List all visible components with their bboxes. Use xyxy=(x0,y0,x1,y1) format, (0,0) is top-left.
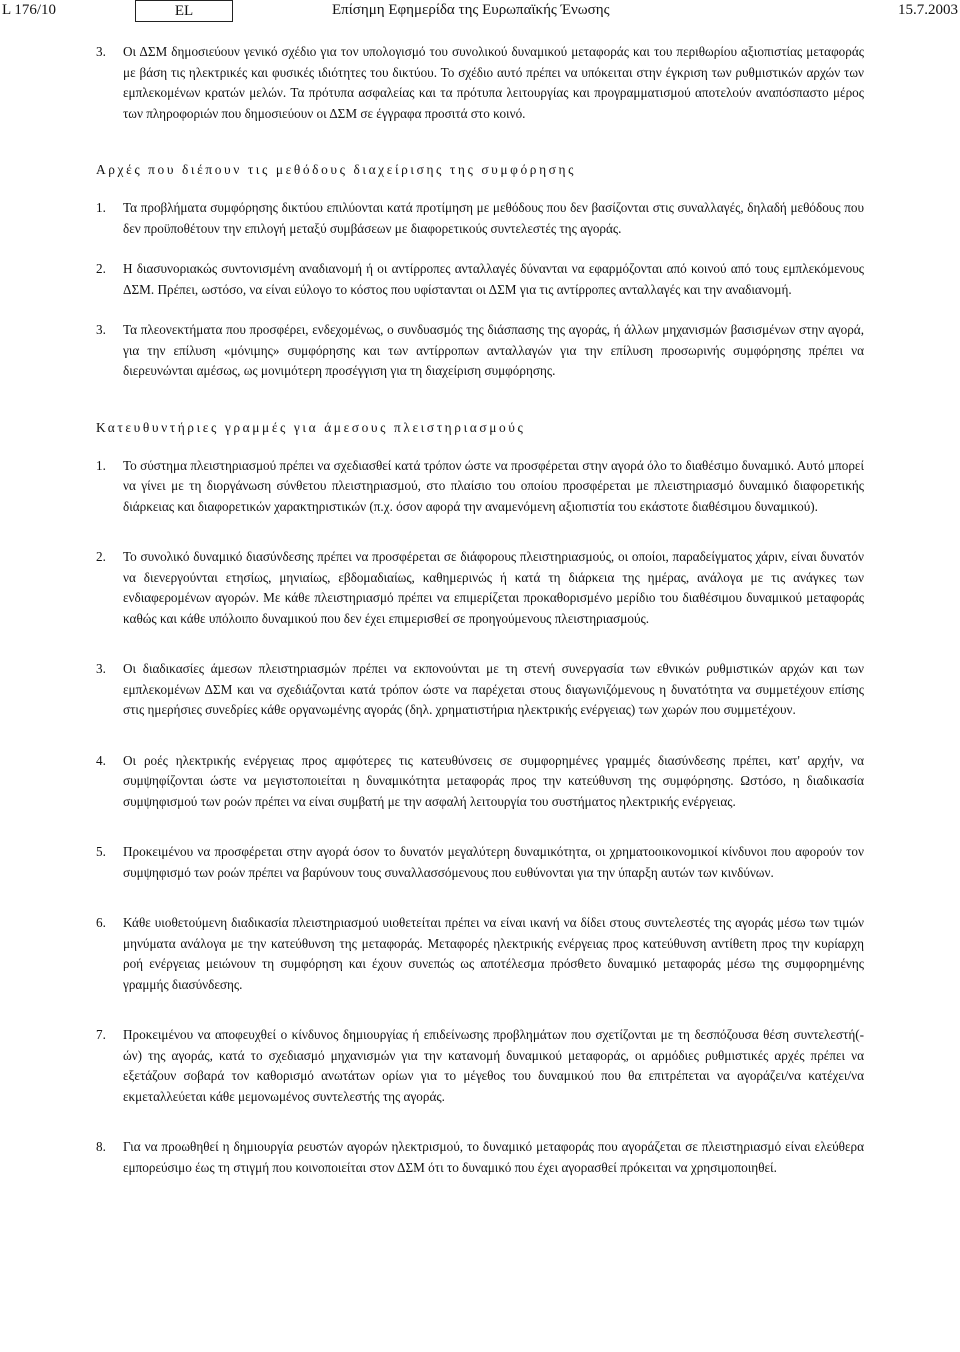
section1-item-2 xyxy=(96,259,864,300)
paragraph-number: 3. xyxy=(96,661,106,676)
paragraph-text: Προκειμένου να αποφευχθεί ο κίνδυνος δημιουργίας ή επιδείνωσης προβλημάτων που σχετίζονται με τη δεσπόζουσα θέση συντελεστή(-ών) της αγοράς, κατά το σχεδιασμό μηχανισμών για την κατανομή δυναμικού μεταφοράς, οι αρμόδιες ρυθμιστικές αρχές πρέπει να εξετάζουν σοβαρά τον καθορισμό ανωτάτων ορίων για το μέγεθος του δυναμικού που θα επιτρέπεται να αγοράζει/να κατέχει/να εκμεταλλεύεται κάθε μεμονωμένος συντελεστής της αγοράς. xyxy=(123,1027,864,1104)
document-body xyxy=(96,42,864,1178)
page-number: L 176/10 xyxy=(2,2,57,18)
journal-title: Επίσημη Εφημερίδα της Ευρωπαϊκής Ένωσης xyxy=(332,2,610,18)
section2-item-1 xyxy=(96,456,864,518)
paragraph-number: 1. xyxy=(96,200,106,215)
paragraph-text: Τα πλεονεκτήματα που προσφέρει, ενδεχομένως, ο συνδυασμός της διάσπασης της αγοράς, ή άλλων μηχανισμών βασισμένων στην αγορά, για την επίλυση «μόνιμης» συμφόρησης και των αντίρροπων ανταλλαγών για την επίλυση προσωρινής συμφόρησης πρέπει να διερευνώνται αμέσως, ως μονιμότερη προσέγγιση για τη διαχείριση συμφόρησης. xyxy=(123,322,864,378)
paragraph-text: Οι ροές ηλεκτρικής ενέργειας προς αμφότερες τις κατευθύνσεις σε συμφορημένες γραμμές διασύνδεσης πρέπει, κατ' αρχήν, να συμψηφίζονται ώστε να μεγιστοποιείται η δυναμικότητα μεταφοράς προς την κατεύθυνση της συμφόρησης. Ωστόσο, η διαδικασία συμψηφισμού των ροών πρέπει να είναι συμβατή με την ασφαλή λειτουργία του συστήματος ηλεκτρικής ενέργειας. xyxy=(123,752,864,809)
paragraph-number: 2. xyxy=(96,549,106,564)
paragraph-text: Το συνολικό δυναμικό διασύνδεσης πρέπει να προσφέρεται σε διάφορους πλειστηριασμούς, οι οποίοι, παραδείγματος χάριν, είναι δυνατόν να διενεργούνται ετησίως, μηνιαίως, εβδομαδιαίως, καθημερινώς ή κατά τη διάρκεια της ημέρας, ανάλογα με τις ανάγκες των ενδιαφερομένων αγορών. Με κάθε πλειστηριασμό πρέπει να επιμερίζεται προκαθορισμένο μερίδιο του διαθέσιμου δυναμικού μεταφοράς καθώς και κάθε υπόλοιπο δυναμικού που δεν έχει επιμερισθεί σε προηγούμενους πλειστηριασμούς. xyxy=(123,549,864,626)
paragraph-number: 2. xyxy=(96,261,106,276)
paragraph-text: Για να προωθηθεί η δημιουργία ρευστών αγορών ηλεκτρισμού, το δυναμικό μεταφοράς που αγοράζεται σε πλειστηριασμό είναι ελεύθερα εμπορεύσιμο έως τη στιγμή που κοινοποιείται στον ΔΣΜ ότι το δυναμικό που έχει αγορασθεί πρόκειται να χρησιμοποιηθεί. xyxy=(123,1139,864,1175)
section1-item-3 xyxy=(96,320,864,382)
paragraph-number: 3. xyxy=(96,44,106,59)
paragraph-number: 8. xyxy=(96,1139,106,1154)
intro-paragraph xyxy=(96,42,864,124)
paragraph-number: 1. xyxy=(96,457,106,473)
section2-item-7 xyxy=(96,1025,864,1107)
paragraph-text: Προκειμένου να προσφέρεται στην αγορά όσον το δυνατόν μεγαλύτερη δυναμικότητα, οι χρηματοοικονομικοί κίνδυνοι που αφορούν τον συμψηφισμό των ροών πρέπει να βαρύνουν τους συναλλασσόμενους που ευθύνονται για την ύπαρξη αυτών των κινδύνων. xyxy=(123,844,864,880)
section2-item-2 xyxy=(96,547,864,629)
section-heading: Κατευθυντήριες γραμμές για άμεσους πλειστηριασμούς xyxy=(96,419,526,435)
paragraph-number: 6. xyxy=(96,915,106,930)
paragraph-number: 3. xyxy=(96,322,106,337)
paragraph-text: Οι ΔΣΜ δημοσιεύουν γενικό σχέδιο για τον υπολογισμό του συνολικού δυναμικού μεταφοράς και του περιθωρίου αξιοπιστίας μεταφοράς με βάση τις ηλεκτρικές και φυσικές ιδιότητες του δικτύου. Το σχέδιο αυτό πρέπει να υπόκειται στην έγκριση των ρυθμιστικών αρχών των εμπλεκομένων κρατών μελών. Τα πρότυπα ασφαλείας και τα πρότυπα λειτουργίας και προγραμματισμού αποτελούν αναπόσπαστο μέρος των πληροφοριών που δημοσιεύουν οι ΔΣΜ σε έγγραφα προσιτά στο κοινό. xyxy=(123,44,864,121)
section-heading: Αρχές που διέπουν τις μεθόδους διαχείρισης της συμφόρησης xyxy=(96,162,577,177)
page-header xyxy=(0,0,960,26)
section1-item-1 xyxy=(96,198,864,239)
paragraph-text: Τα προβλήματα συμφόρησης δικτύου επιλύονται κατά προτίμηση με μεθόδους που δεν βασίζονται στις συναλλαγές, δηλαδή μεθόδους που δεν προϋποθέτουν την επιλογή μεταξύ συμβάσεων με διαφορετικούς συντελεστές της αγοράς. xyxy=(123,200,864,236)
paragraph-text: Το σύστημα πλειστηριασμού πρέπει να σχεδιασθεί κατά τρόπον ώστε να προσφέρεται στην αγορά όλο το διαθέσιμο δυναμικό. Αυτό μπορεί να γίνει με τη διοργάνωση σύνθετου πλειστηριασμού, στο πλαίσιο του οποίου προσφέρεται με πλειστηριασμό δυναμικό διαφορετικής διάρκειας και διαφορετικών χαρακτηριστικών (π.χ. όσον αφορά την αναμενόμενη αξιοπιστία του εκάστοτε διαθέσιμου δυναμικού). xyxy=(123,457,864,514)
paragraph-text: Η διασυνοριακώς συντονισμένη αναδιανομή ή οι αντίρροπες ανταλλαγές δύνανται να εφαρμόζονται από κοινού από τους εμπλεκόμενους ΔΣΜ. Πρέπει, ωστόσο, να είναι εύλογο το κόστος που υφίστανται οι ΔΣΜ για τις αντίρροπες ανταλλαγές και την αναδιανομή. xyxy=(123,261,864,297)
paragraph-number: 5. xyxy=(96,844,106,859)
paragraph-text: Οι διαδικασίες άμεσων πλειστηριασμών πρέπει να εκπονούνται με τη στενή συνεργασία των εθνικών ρυθμιστικών αρχών και των εμπλεκομένων ΔΣΜ και να σχεδιάζονται κατά τρόπον ώστε να παρέχεται στους διαγωνιζόμενους η δυνατότητα να συμμετέχουν επίσης στις ημερήσιες συνεδρίες κάθε οργανωμένης αγοράς (δηλ. χρηματιστήρια ηλεκτρικής ενέργειας) των χωρών που συμμετέχουν. xyxy=(123,661,864,717)
language-badge: EL xyxy=(135,0,233,22)
section2-item-6 xyxy=(96,913,864,995)
paragraph-text: Κάθε υιοθετούμενη διαδικασία πλειστηριασμού υιοθετείται πρέπει να είναι ικανή να δίδει στους συντελεστές της αγοράς μέσω των τιμών μηνύματα ανάλογα με την κατεύθυνση της μεταφοράς. Μεταφορές ηλεκτρικής ενέργειας προς κατεύθυνση αντίθετη προς την κυρίαρχη ροή ενέργειας μειώνουν τη συμφόρηση και έχουν συνεπώς ως αποτέλεσμα πρόσθετο δυναμικό μεταφοράς μέσω της συμφορημένης γραμμής διασύνδεσης. xyxy=(123,915,864,992)
section2-item-8 xyxy=(96,1137,864,1178)
section2-item-4 xyxy=(96,751,864,813)
section2-item-5 xyxy=(96,842,864,883)
section2-item-3 xyxy=(96,659,864,721)
paragraph-number: 4. xyxy=(96,752,106,768)
issue-date: 15.7.2003 xyxy=(898,2,958,18)
paragraph-number: 7. xyxy=(96,1027,106,1042)
